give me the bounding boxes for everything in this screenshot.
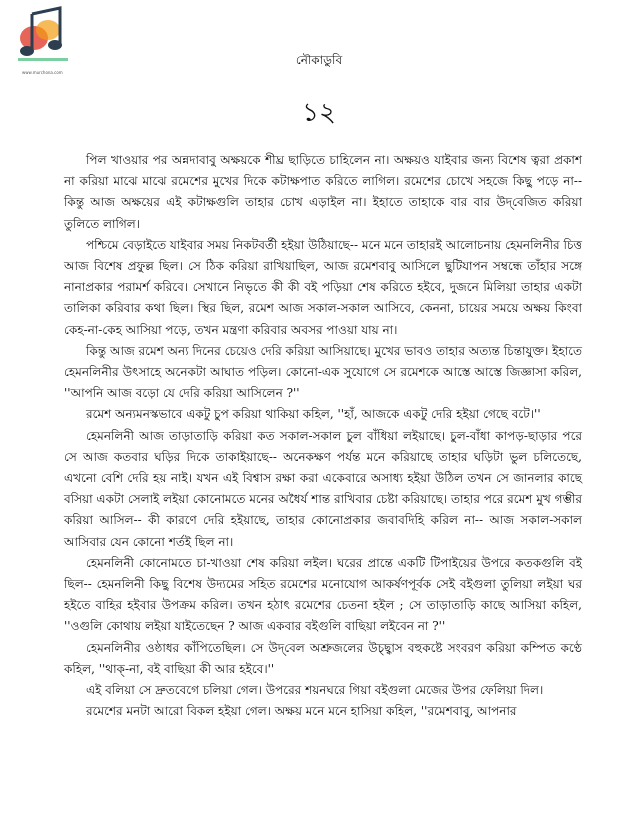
running-title: নৌকাডুবি [295,53,343,67]
paragraph: রমেশ অন্যমনস্কভাবে একটু চুপ করিয়া থাকিয়া কহিল, ''হাঁ, আজকে একটু দেরি হইয়া গেছে বটে।'' [86,407,541,422]
chapter-body [64,150,582,722]
paragraph: হেমনলিনী কোনোমতে চা-খাওয়া শেষ করিয়া লইল। ঘরের প্রান্তে একটি টিপাইয়ের উপরে কতকগুলি বই ছিল-- হেমনলিনী কিছু বিশেষ উদ্যমের সহিত রমেশের মনোযোগ আকর্ষণপূর্বক সেই বইগুলা তুলিয়া লইয়া ঘর হইতে বাহির হইবার উপক্রম করিল। তখন হঠাৎ রমেশের চেতনা হইল ; সে তাড়াতাড়ি কাছে আসিয়া কহিল, ''ওগুলি কোথায় লইয়া যাইতেছেন ? আজ একবার বইগুলি বাছিয়া লইবেন না ?'' [64,555,582,634]
paragraph: কিন্তু আজ রমেশ অন্য দিনের চেয়েও দেরি করিয়া আসিয়াছে। মুখের ভাবও তাহার অত্যন্ত চিন্তাযুক্ত। ইহাতে হেমনলিনীর উৎসাহে অনেকটা আঘাত পড়িল। কোনো-এক সুযোগে সে রমেশকে আস্তে আস্তে জিজ্ঞাসা করিল, ''আপনি আজ বড়ো যে দেরি করিয়া আসিলেন ?'' [64,343,582,401]
paragraph: পিল খাওয়ার পর অন্নদাবাবু অক্ষয়কে শীঘ্র ছাড়িতে চাহিলেন না। অক্ষয়ও যাইবার জন্য বিশেষ ত্বরা প্রকাশ না করিয়া মাঝে মাঝে রমেশের মুখের দিকে কটাক্ষপাত করিতে লাগিল। রমেশের চোখে সহজে কিছু পড়ে না-- কিন্তু আজ অক্ষয়ের এই কটাক্ষগুলি তাহার চোখ এড়াইল না। ইহাতে তাহাকে বার বার উদ্‌বেজিত করিয়া তুলিতে লাগিল। [64,153,582,231]
paragraph: হেমনলিনী আজ তাড়াতাড়ি করিয়া কত সকাল-সকাল চুল বাঁধিয়া লইয়াছে। চুল-বাঁধা কাপড়-ছাড়ার পরে সে আজ কতবার ঘড়ির দিকে তাকাইয়াছে-- অনেকক্ষণ পর্যন্ত মনে করিয়াছে তাহার ঘড়িটা ভুল চলিতেছে, এখনো বেশি দেরি হয় নাই। যখন এই বিশ্বাস রক্ষা করা একেবারে অসাধ্য হইয়া উঠিল তখন সে জানলার কাছে বসিয়া একটা সেলাই লইয়া কোনোমতে মনের অধৈর্য শান্ত রাখিবার চেষ্টা করিয়াছে। তাহার পরে রমেশ মুখ গম্ভীর করিয়া আসিল-- কী কারণে দেরি হইয়াছে, তাহার কোনোপ্রকার জবাবদিহি করিল না-- আজ সকাল-সকাল আসিবার যেন কোনো শর্তই ছিল না। [64,428,582,549]
paragraph: এই বলিয়া সে দ্রুতবেগে চলিয়া গেল। উপরের শয়নঘরে গিয়া বইগুলা মেজের উপর ফেলিয়া দিল। [86,683,544,698]
logo-caption: www.murchona.com [22,70,63,75]
paragraph: হেমনলিনীর ওষ্ঠাধর কাঁপিতেছিল। সে উদ্‌বেল অশ্রুজলের উচ্ছ্বাস বহুকষ্টে সংবরণ করিয়া কম্পিত কণ্ঠে কহিল, ''থাক্‌-না, বই বাছিয়া কী আর হইবে।'' [64,640,582,676]
chapter-number: ১২ [302,98,336,128]
paragraph: রমেশের মনটা আরো বিকল হইয়া গেল। অক্ষয় মনে মনে হাসিয়া কহিল, ''রমেশবাবু, আপনার [86,704,517,719]
paragraph: পশ্চিমে বেড়াইতে যাইবার সময় নিকটবর্তী হইয়া উঠিয়াছে-- মনে মনে তাহারই আলোচনায় হেমনলিনীর চিত্ত আজ বিশেষ প্রফুল্ল ছিল। সে ঠিক করিয়া রাখিয়াছিল, আজ রমেশবাবু আসিলে ছুটিযাপন সম্বন্ধে তাঁহার সঙ্গে নানাপ্রকার পরামর্শ করিবে। সেখানে নিভৃতে কী কী বই পড়িয়া শেষ করিতে হইবে, দুজনে মিলিয়া তাহার একটা তালিকা করিবার কথা ছিল। স্থির ছিল, রমেশ আজ সকাল-সকাল আসিবে, কেননা, চায়ের সময়ে অক্ষয় কিংবা কেহ-না-কেহ আসিয়া পড়ে, তখন মন্ত্রণা করিবার অবসর পাওয়া যায় না। [64,237,582,337]
